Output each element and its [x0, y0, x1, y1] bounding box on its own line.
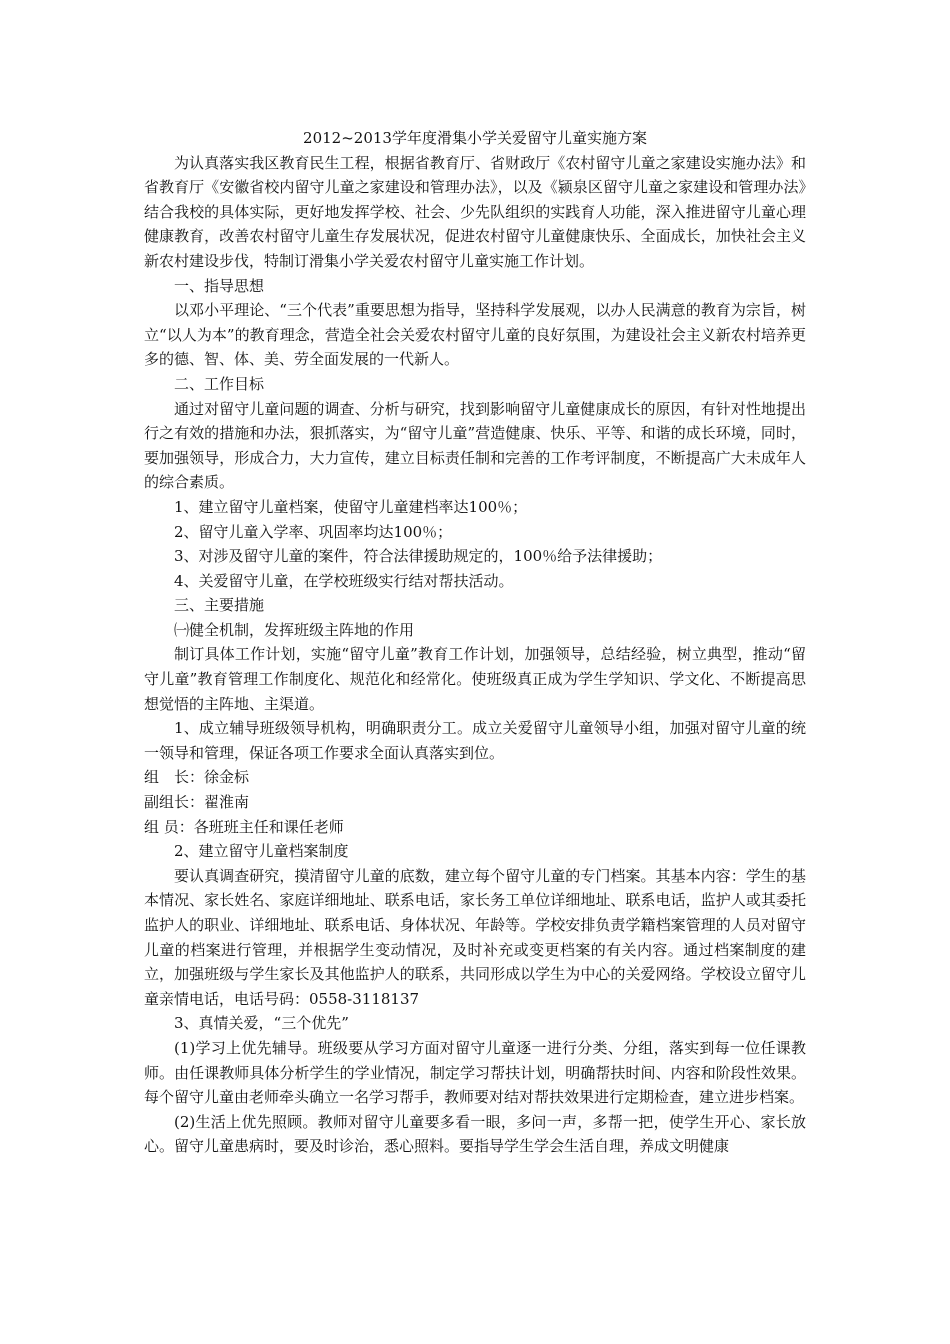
goal-item: 2、留守儿童入学率、巩固率均达100％； — [174, 522, 453, 541]
item3-paragraph-1: (1)学习上优先辅导。班级要从学习方面对留守儿童逐一进行分类、分组，落实到每一位任课教师。由任课教师具体分析学生的学业情况，制定学习帮扶计划，明确帮扶时间、内容和阶段性效果。每个留守儿童由老师牵头确立一名学习帮手，教师要对结对帮扶效果进行定期检查，建立进步档案。 — [144, 1038, 806, 1107]
section2-heading: 二、工作目标 — [174, 374, 265, 393]
section1-paragraph: 以邓小平理论、“三个代表”重要思想为指导，坚持科学发展观，以办人民满意的教育为宗旨，树立“以人为本”的教育理念，营造全社会关爱农村留守儿童的良好氛围，为建设社会主义新农村培养更多的德、智、体、美、劳全面发展的一代新人。 — [144, 301, 806, 369]
item2-paragraph: 要认真调查研究，摸清留守儿童的底数，建立每个留守儿童的专门档案。其基本内容：学生的基本情况、家长姓名、家庭详细地址、联系电话，家长务工单位详细地址、联系电话，监护人或其委托监护人的职业、详细地址、联系电话、身体状况、年龄等。学校安排负责学籍档案管理的人员对留守儿童的档案进行管理，并根据学生变动情况，及时补充或变更档案的有关内容。通过档案制度的建立，加强班级与学生家长及其他监护人的联系，共同形成以学生为中心的关爱网络。学校设立留守儿童亲情电话，电话号码：0558-3118137 — [144, 866, 806, 1008]
goal-item: 1、建立留守儿童档案，使留守儿童建档率达100％； — [174, 497, 528, 516]
section1-heading: 一、指导思想 — [174, 276, 265, 295]
group-members: 组 员：各班班主任和课任老师 — [144, 817, 344, 836]
subsection1-heading: ㈠健全机制，发挥班级主阵地的作用 — [174, 620, 415, 639]
document-title: 2012~2013学年度滑集小学关爱留守儿童实施方案 — [303, 129, 647, 147]
subsection1-paragraph: 制订具体工作计划，实施“留守儿童”教育工作计划，加强领导，总结经验，树立典型，推动“留守儿童”教育管理工作制度化、规范化和经常化。使班级真正成为学生学知识、学文化、不断提高思想觉悟的主阵地、主渠道。 — [144, 645, 806, 713]
goal-item: 4、关爱留守儿童，在学校班级实行结对帮扶活动。 — [174, 571, 514, 590]
goal-item: 3、对涉及留守儿童的案件，符合法律援助规定的，100％给予法律援助； — [174, 547, 663, 566]
document-page — [144, 126, 806, 1159]
item3-heading: 3、真情关爱，“三个优先” — [174, 1014, 349, 1033]
section2-paragraph: 通过对留守儿童问题的调查、分析与研究，找到影响留守儿童健康成长的原因，有针对性地提出行之有效的措施和办法，狠抓落实，为“留守儿童”营造健康、快乐、平等、和谐的成长环境，同时，要加强领导，形成合力，大力宣传，建立目标责任制和完善的工作考评制度，不断提高广大未成年人的综合素质。 — [144, 399, 806, 492]
item2-heading: 2、建立留守儿童档案制度 — [174, 842, 349, 861]
intro-paragraph: 为认真落实我区教育民生工程，根据省教育厅、省财政厅《农村留守儿童之家建设实施办法》和省教育厅《安徽省校内留守儿童之家建设和管理办法》，以及《颍泉区留守儿童之家建设和管理办法》结合我校的具体实际，更好地发挥学校、社会、少先队组织的实践育人功能，深入推进留守儿童心理健康教育，改善农村留守儿童生存发展状况，促进农村留守儿童健康快乐、全面成长，加快社会主义新农村建设步伐，特制订滑集小学关爱农村留守儿童实施工作计划。 — [144, 153, 806, 270]
item3-paragraph-2: (2)生活上优先照顾。教师对留守儿童要多看一眼，多问一声，多帮一把，使学生开心、家长放心。留守儿童患病时，要及时诊治，悉心照料。要指导学生学会生活自理，养成文明健康 — [144, 1112, 806, 1156]
item1-paragraph: 1、成立辅导班级领导机构，明确职责分工。成立关爱留守儿童领导小组，加强对留守儿童的统一领导和管理，保证各项工作要求全面认真落实到位。 — [144, 719, 806, 762]
group-deputy: 副组长：翟淮南 — [144, 793, 250, 812]
group-leader: 组 长：徐金标 — [144, 768, 250, 787]
section3-heading: 三、主要措施 — [174, 596, 265, 615]
